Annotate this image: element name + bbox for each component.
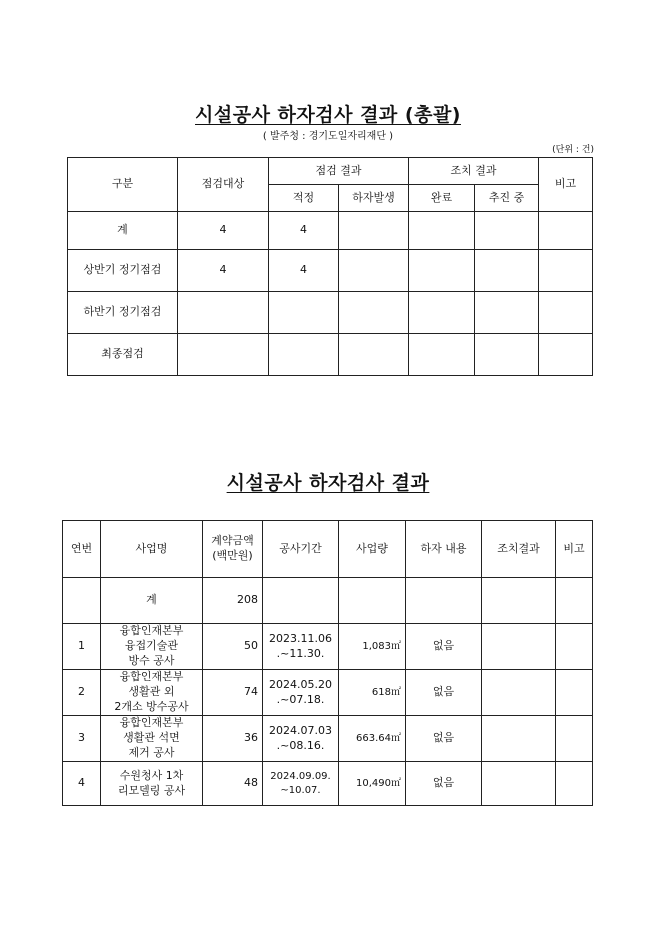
row-defect: 없음 — [406, 716, 482, 762]
row-label: 최종점검 — [68, 334, 178, 376]
summary-title: 시설공사 하자검사 결과 (총괄) — [195, 104, 461, 126]
period-end: .~07.18. — [276, 692, 325, 706]
row-no: 2 — [63, 670, 101, 716]
row-project — [101, 624, 203, 670]
row-note — [539, 292, 593, 334]
project-line: 방수 공사 — [128, 653, 175, 667]
project-line: 2개소 방수공사 — [114, 699, 189, 713]
row-target — [178, 292, 269, 334]
row-amount: 48 — [203, 762, 263, 806]
row-ongoing — [475, 212, 539, 250]
period-end: .~08.16. — [276, 738, 325, 752]
header-amount-line2: (백만원) — [212, 549, 253, 562]
project-line: 융합인재본부 — [119, 716, 184, 730]
row-quantity: 10,490㎡ — [339, 762, 406, 806]
row-quantity: 618㎡ — [339, 670, 406, 716]
header-target: 점검대상 — [178, 158, 269, 212]
project-line: 생활관 외 — [128, 685, 175, 699]
row-done — [409, 334, 475, 376]
row-label: 하반기 정기점검 — [68, 292, 178, 334]
project-line: 생활관 석면 — [123, 731, 180, 745]
row-action — [482, 624, 556, 670]
row-done — [409, 212, 475, 250]
period-start: 2024.05.20 — [269, 677, 332, 691]
row-target — [178, 334, 269, 376]
header-proper: 적정 — [269, 185, 339, 212]
summary-row — [68, 334, 593, 376]
total-defect — [406, 578, 482, 624]
row-note — [556, 670, 593, 716]
period-start: 2024.07.03 — [269, 723, 332, 737]
total-action — [482, 578, 556, 624]
table-row — [63, 670, 593, 716]
header-note: 비고 — [556, 521, 593, 578]
project-line: 제거 공사 — [128, 745, 175, 759]
period-end: ~10.07. — [280, 784, 321, 796]
row-quantity: 663.64㎡ — [339, 716, 406, 762]
row-project — [101, 716, 203, 762]
total-label: 계 — [101, 578, 203, 624]
row-period — [263, 624, 339, 670]
row-proper — [269, 334, 339, 376]
project-line: 리모델링 공사 — [117, 783, 186, 797]
header-defect: 하자발생 — [339, 185, 409, 212]
row-done — [409, 292, 475, 334]
header-no: 연번 — [63, 521, 101, 578]
row-done — [409, 250, 475, 292]
period-start: 2023.11.06 — [269, 631, 332, 645]
row-defect — [339, 334, 409, 376]
row-defect: 없음 — [406, 762, 482, 806]
row-ongoing — [475, 250, 539, 292]
total-row — [63, 578, 593, 624]
summary-table — [67, 157, 593, 376]
table-row — [63, 624, 593, 670]
row-action — [482, 716, 556, 762]
table-row — [63, 762, 593, 806]
unit-label: (단위 : 건) — [552, 145, 594, 155]
row-note — [556, 716, 593, 762]
summary-row — [68, 250, 593, 292]
total-note — [556, 578, 593, 624]
summary-subtitle: ( 발주청 : 경기도일자리재단 ) — [262, 131, 394, 142]
row-defect: 없음 — [406, 670, 482, 716]
header-project: 사업명 — [101, 521, 203, 578]
row-amount: 36 — [203, 716, 263, 762]
header-result: 점검 결과 — [269, 158, 409, 185]
header-defect: 하자 내용 — [406, 521, 482, 578]
row-note — [539, 212, 593, 250]
total-quantity — [339, 578, 406, 624]
project-line: 융합인재본부 — [119, 624, 184, 638]
row-quantity: 1,083㎡ — [339, 624, 406, 670]
row-defect — [339, 292, 409, 334]
row-project — [101, 762, 203, 806]
project-line: 융합인재본부 — [119, 670, 184, 684]
header-period: 공사기간 — [263, 521, 339, 578]
header-action: 조치결과 — [482, 521, 556, 578]
row-ongoing — [475, 334, 539, 376]
row-note — [556, 762, 593, 806]
row-proper: 4 — [269, 212, 339, 250]
project-line: 융접기술관 — [124, 639, 179, 653]
row-period — [263, 716, 339, 762]
header-action: 조치 결과 — [409, 158, 539, 185]
total-no — [63, 578, 101, 624]
header-category: 구분 — [68, 158, 178, 212]
project-line: 수원청사 1차 — [119, 768, 184, 782]
header-done: 완료 — [409, 185, 475, 212]
header-amount-line1: 계약금액 — [211, 534, 254, 548]
total-amount: 208 — [203, 578, 263, 624]
row-defect: 없음 — [406, 624, 482, 670]
row-action — [482, 762, 556, 806]
row-defect — [339, 250, 409, 292]
row-proper — [269, 292, 339, 334]
row-label: 상반기 정기점검 — [68, 250, 178, 292]
row-target: 4 — [178, 212, 269, 250]
row-note — [539, 250, 593, 292]
header-ongoing: 추진 중 — [475, 185, 539, 212]
row-note — [539, 334, 593, 376]
row-amount: 50 — [203, 624, 263, 670]
summary-row — [68, 292, 593, 334]
row-no: 3 — [63, 716, 101, 762]
header-amount — [203, 521, 263, 578]
detail-table — [62, 520, 593, 806]
period-end: .~11.30. — [276, 646, 325, 660]
detail-title: 시설공사 하자검사 결과 — [226, 472, 430, 494]
row-action — [482, 670, 556, 716]
row-project — [101, 670, 203, 716]
table-row — [63, 716, 593, 762]
row-ongoing — [475, 292, 539, 334]
row-amount: 74 — [203, 670, 263, 716]
row-label: 계 — [68, 212, 178, 250]
period-start: 2024.09.09. — [270, 771, 331, 782]
row-period — [263, 670, 339, 716]
row-no: 4 — [63, 762, 101, 806]
row-period — [263, 762, 339, 806]
total-period — [263, 578, 339, 624]
summary-row — [68, 212, 593, 250]
row-proper: 4 — [269, 250, 339, 292]
header-note: 비고 — [539, 158, 593, 212]
header-quantity: 사업량 — [339, 521, 406, 578]
row-no: 1 — [63, 624, 101, 670]
row-note — [556, 624, 593, 670]
row-defect — [339, 212, 409, 250]
row-target: 4 — [178, 250, 269, 292]
